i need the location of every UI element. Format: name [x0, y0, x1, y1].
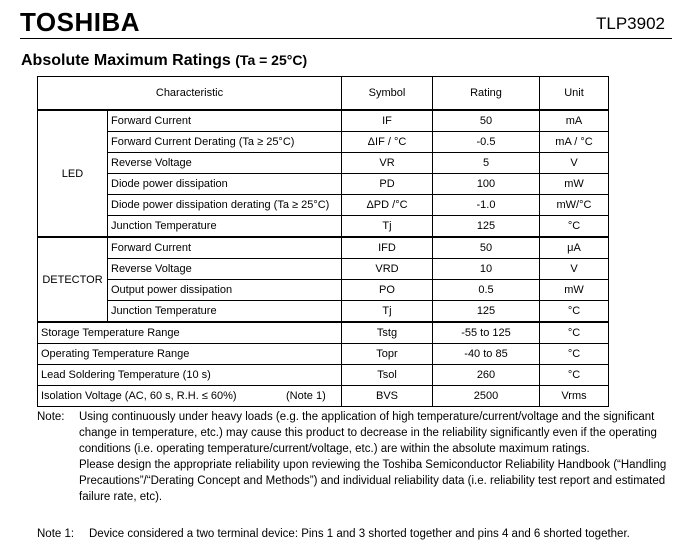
cell-unit: Vrms [540, 386, 609, 407]
cell-symbol: Tj [342, 216, 433, 238]
cell-unit: mW/°C [540, 195, 609, 216]
cell-rating: 5 [433, 153, 540, 174]
cell-rating: 0.5 [433, 280, 540, 301]
cell-rating: -0.5 [433, 132, 540, 153]
cell-symbol: ΔIF / °C [342, 132, 433, 153]
header-divider [20, 38, 672, 39]
cell-symbol: Tsol [342, 365, 433, 386]
cell-characteristic: Reverse Voltage [108, 153, 342, 174]
table-row [38, 322, 609, 344]
note-1-text: Device considered a two terminal device: Pins 1 and 3 shorted together and pins 4 and 6 shorted together. [89, 528, 630, 540]
cell-characteristic: Forward Current Derating (Ta ≥ 25°C) [108, 132, 342, 153]
table-row [38, 280, 609, 301]
group-label: DETECTOR [38, 237, 108, 322]
cell-rating: 125 [433, 216, 540, 238]
cell-characteristic: Diode power dissipation derating (Ta ≥ 25°C) [108, 195, 342, 216]
table-header-row [38, 77, 609, 111]
note-block [37, 409, 677, 505]
cell-symbol: PD [342, 174, 433, 195]
cell-rating: 125 [433, 301, 540, 323]
cell-symbol: VR [342, 153, 433, 174]
table-row [38, 237, 609, 259]
table-row [38, 386, 609, 407]
cell-characteristic [38, 365, 342, 386]
cell-characteristic [38, 344, 342, 365]
table-row [38, 132, 609, 153]
cell-rating: 10 [433, 259, 540, 280]
characteristic-text: Isolation Voltage (AC, 60 s, R.H. ≤ 60%) [41, 390, 237, 402]
cell-characteristic: Forward Current [108, 237, 342, 259]
characteristic-text: Storage Temperature Range [41, 327, 180, 339]
cell-unit: mA / °C [540, 132, 609, 153]
cell-symbol: IF [342, 110, 433, 132]
cell-unit: mW [540, 280, 609, 301]
cell-symbol: IFD [342, 237, 433, 259]
cell-symbol: Tj [342, 301, 433, 323]
cell-characteristic: Output power dissipation [108, 280, 342, 301]
part-number: TLP3902 [596, 14, 665, 33]
cell-unit: mA [540, 110, 609, 132]
note-paragraph-2: Please design the appropriate reliability upon reviewing the Toshiba Semiconductor Reliability Handbook (“Handling Precautions”/“Derating Concept and Methods”) and individual reliability data (i.e. reliability test report and estimated failure rate, etc). [79, 459, 667, 503]
table-row [38, 301, 609, 323]
note-body [79, 409, 677, 505]
table-row [38, 153, 609, 174]
cell-unit: V [540, 259, 609, 280]
characteristic-text: Operating Temperature Range [41, 348, 190, 360]
note-paragraph-1: Using continuously under heavy loads (e.g. the application of high temperature/current/voltage and the significant change in temperature, etc.) may cause this product to decrease in the reliability significantly even if the operating conditions (i.e. operating temperature/current/voltage, etc.) are within the absolute maximum ratings. [79, 411, 657, 455]
cell-rating: -1.0 [433, 195, 540, 216]
cell-rating: 260 [433, 365, 540, 386]
cell-unit: °C [540, 322, 609, 344]
note-1 [37, 526, 687, 542]
cell-symbol: VRD [342, 259, 433, 280]
cell-rating: 50 [433, 110, 540, 132]
cell-unit: μA [540, 237, 609, 259]
cell-characteristic: Junction Temperature [108, 301, 342, 323]
characteristic-text: Lead Soldering Temperature (10 s) [41, 369, 211, 381]
note-1-label: Note 1: [37, 528, 75, 540]
table-body [38, 110, 609, 407]
section-title-text: Absolute Maximum Ratings [21, 52, 231, 69]
table-row [38, 344, 609, 365]
table-row [38, 195, 609, 216]
cell-characteristic: Junction Temperature [108, 216, 342, 238]
cell-unit: mW [540, 174, 609, 195]
cell-characteristic: Diode power dissipation [108, 174, 342, 195]
table-row [38, 216, 609, 238]
table-row [38, 259, 609, 280]
table-row [38, 110, 609, 132]
cell-unit: °C [540, 365, 609, 386]
cell-characteristic [38, 322, 342, 344]
cell-characteristic [38, 386, 342, 407]
section-condition: (Ta = 25°C) [235, 52, 308, 68]
cell-symbol: BVS [342, 386, 433, 407]
cell-unit: °C [540, 344, 609, 365]
cell-unit: °C [540, 216, 609, 238]
cell-rating: 2500 [433, 386, 540, 407]
cell-rating: -40 to 85 [433, 344, 540, 365]
section-title [21, 50, 307, 71]
toshiba-logo: TOSHIBA [20, 7, 141, 37]
cell-rating: -55 to 125 [433, 322, 540, 344]
cell-unit: V [540, 153, 609, 174]
characteristic-note: (Note 1) [286, 390, 326, 402]
column-header-rating: Rating [433, 77, 540, 111]
column-header-unit: Unit [540, 77, 609, 111]
column-header-symbol: Symbol [342, 77, 433, 111]
cell-characteristic: Forward Current [108, 110, 342, 132]
absolute-maximum-ratings-table [37, 76, 609, 407]
cell-unit: °C [540, 301, 609, 323]
cell-rating: 100 [433, 174, 540, 195]
cell-symbol: Topr [342, 344, 433, 365]
cell-symbol: PO [342, 280, 433, 301]
group-label: LED [38, 110, 108, 237]
column-header-characteristic: Characteristic [38, 77, 342, 111]
table-row [38, 174, 609, 195]
cell-symbol: ΔPD /°C [342, 195, 433, 216]
cell-rating: 50 [433, 237, 540, 259]
cell-symbol: Tstg [342, 322, 433, 344]
table-row [38, 365, 609, 386]
note-label: Note: [37, 411, 65, 423]
cell-characteristic: Reverse Voltage [108, 259, 342, 280]
